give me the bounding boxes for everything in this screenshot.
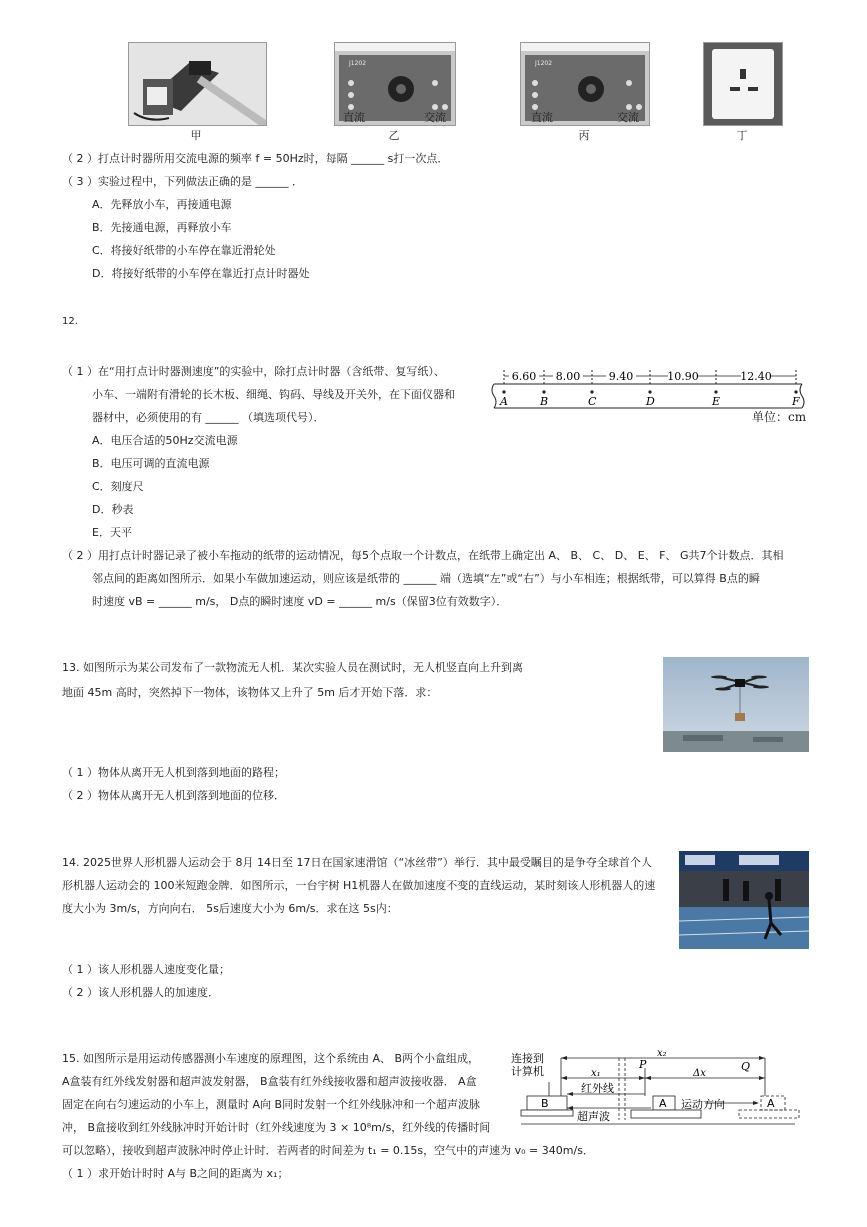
photo-wall-socket (703, 42, 783, 126)
q11-part2: （ 2 ）打点计时器所用交流电源的频率 f = 50Hz时，每隔 ______ s打一次点． (62, 152, 449, 165)
tape-distance-value: 12.40 (740, 370, 772, 383)
motion-sensor-diagram (505, 1048, 805, 1130)
q15-line6: （ 1 ）求开始计时时 A与 B之间的距离为 x₁； (62, 1167, 289, 1180)
q15-line2: A盒装有红外线发射器和超声波发射器， B盒装有红外线接收器和超声波接收器． A盒 (62, 1075, 477, 1088)
ac-label-b: 交流 (424, 111, 446, 124)
tape-point-label-f: F (792, 395, 800, 408)
x2-label: x₂ (657, 1048, 667, 1059)
q15-line5: 可以忽略），接收到超声波脉冲时停止计时．若两者的时间差为 t₁ = 0.15s，空气中的声速为 v₀ = 340m/s． (62, 1144, 594, 1157)
q14-sub2: （ 2 ）该人形机器人的加速度． (62, 986, 219, 999)
tape-distance-value: 9.40 (608, 370, 634, 383)
q13-line2: 地面 45m 高时，突然掉下一物体，该物体又上升了 5m 后才开始下落．求： (62, 686, 438, 699)
q12-option-d: D．秒表 (92, 503, 134, 516)
dc-label-b: 直流 (343, 111, 365, 124)
ultrasound-label: 超声波 (577, 1110, 610, 1123)
q15-line4: 冲， B盒接收到红外线脉冲时开始计时（红外线速度为 3 × 10⁸m/s，红外线的传播时间 (62, 1121, 491, 1134)
tape-point-c (590, 390, 593, 393)
tape-point-label-a: A (500, 395, 508, 408)
box-a-label: A (659, 1097, 667, 1110)
caption-ding: 丁 (736, 129, 748, 142)
computer-label-1: 连接到 (511, 1052, 544, 1065)
tape-point-label-e: E (712, 395, 721, 408)
tape-point-label-d: D (646, 395, 655, 408)
q11-option-b: B．先接通电源，再释放小车 (92, 221, 232, 234)
q11-part3: （ 3 ）实验过程中，下列做法正确的是 ______ ． (62, 175, 303, 188)
box-a-dashed-label: A (767, 1097, 775, 1110)
q11-option-a: A．先释放小车，再接通电源 (92, 198, 232, 211)
q13-sub1: （ 1 ）物体从离开无人机到落到地面的路程； (62, 766, 285, 779)
q12-p2-line2: 邻点间的距离如图所示．如果小车做加速运动，则应该是纸带的 ______ 端（选填“左”或“右”）与小车相连；根据纸带，可以算得 B点的瞬 (92, 572, 760, 585)
q-label: Q (741, 1060, 751, 1073)
q12-p2-line3: 时速度 vB = ______ m/s， D点的瞬时速度 vD = ______ m/s（保留3位有效数字）． (92, 595, 508, 608)
q15-line3: 固定在向右匀速运动的小车上，测量时 A向 B同时发射一个红外线脉冲和一个超声波脉 (62, 1098, 481, 1111)
tape-distance-value: 8.00 (555, 370, 581, 383)
box-b-label: B (541, 1097, 549, 1110)
q12-p1-line3: 器材中，必须使用的有 ______ （填选项代号）． (92, 411, 325, 424)
q12-number: 12. (62, 316, 78, 327)
q11-option-d: D．将接好纸带的小车停在靠近打点计时器处 (92, 267, 310, 280)
q14-sub1: （ 1 ）该人形机器人速度变化量； (62, 963, 230, 976)
tape-unit-label: 单位：cm (752, 410, 807, 424)
tape-point-a (502, 390, 505, 393)
caption-jia: 甲 (190, 129, 202, 142)
q12-p1-line1: （ 1 ）在“用打点计时器测速度”的实验中，除打点计时器（含纸带、复写纸）、 (62, 365, 445, 378)
q15-line1: 15. 如图所示是用运动传感器测小车速度的原理图，这个系统由 A、 B两个小盒组成， (62, 1052, 480, 1065)
tape-point-b (542, 390, 545, 393)
q14-line1: 14. 2025世界人形机器人运动会于 8月 14日至 17日在国家速滑馆（“冰丝带”）举行．其中最受瞩目的是争夺全球首个人 (62, 856, 652, 869)
q13-sub2: （ 2 ）物体从离开无人机到落到地面的位移． (62, 789, 285, 802)
dc-label-c: 直流 (531, 111, 553, 124)
photo-drone (663, 657, 809, 752)
direction-label: 运动方向 (681, 1098, 725, 1111)
x1-label: x₁ (591, 1068, 601, 1079)
photo-timer-device (128, 42, 267, 126)
dx-label: Δx (693, 1068, 706, 1079)
q12-option-c: C．刻度尺 (92, 480, 144, 493)
q12-p2-line1: （ 2 ）用打点计时器记录了被小车拖动的纸带的运动情况，每5个点取一个计数点，在纸带上确定出 A、 B、 C、 D、 E、 F、 G共7个计数点．其相 (62, 549, 784, 562)
tape-point-f (794, 390, 797, 393)
p-label: P (639, 1058, 647, 1071)
tape-point-label-c: C (588, 395, 597, 408)
q12-option-e: E．天平 (92, 526, 132, 539)
tape-point-d (648, 390, 651, 393)
caption-yi: 乙 (388, 129, 400, 142)
q13-line1: 13. 如图所示为某公司发布了一款物流无人机．某次实验人员在测试时，无人机竖直向上升到离 (62, 661, 523, 674)
q14-line3: 度大小为 3m/s，方向向右． 5s后速度大小为 6m/s．求在这 5s内： (62, 902, 398, 915)
ac-label-c: 交流 (617, 111, 639, 124)
q12-option-b: B．电压可调的直流电源 (92, 457, 210, 470)
infrared-label: 红外线 (581, 1082, 614, 1095)
caption-bing: 丙 (578, 129, 590, 142)
photo-robot-race (679, 851, 809, 949)
tape-point-label-b: B (540, 395, 549, 408)
tape-distance-value: 6.60 (511, 370, 537, 383)
tape-distance-value: 10.90 (667, 370, 699, 383)
q12-p1-line2: 小车、一端附有滑轮的长木板、细绳、钩码、导线及开关外，在下面仪器和 (92, 388, 455, 401)
q12-option-a: A．电压合适的50Hz交流电源 (92, 434, 238, 447)
q11-option-c: C．将接好纸带的小车停在靠近滑轮处 (92, 244, 276, 257)
q14-line2: 形机器人运动会的 100米短跑金牌．如图所示，一台宇树 H1机器人在做加速度不变的直线运动，某时刻该人形机器人的速 (62, 879, 656, 892)
computer-label-2: 计算机 (511, 1065, 544, 1078)
tape-point-e (714, 390, 717, 393)
svg-text:J1202: J1202 (535, 60, 553, 67)
svg-text:J1202: J1202 (349, 60, 367, 67)
